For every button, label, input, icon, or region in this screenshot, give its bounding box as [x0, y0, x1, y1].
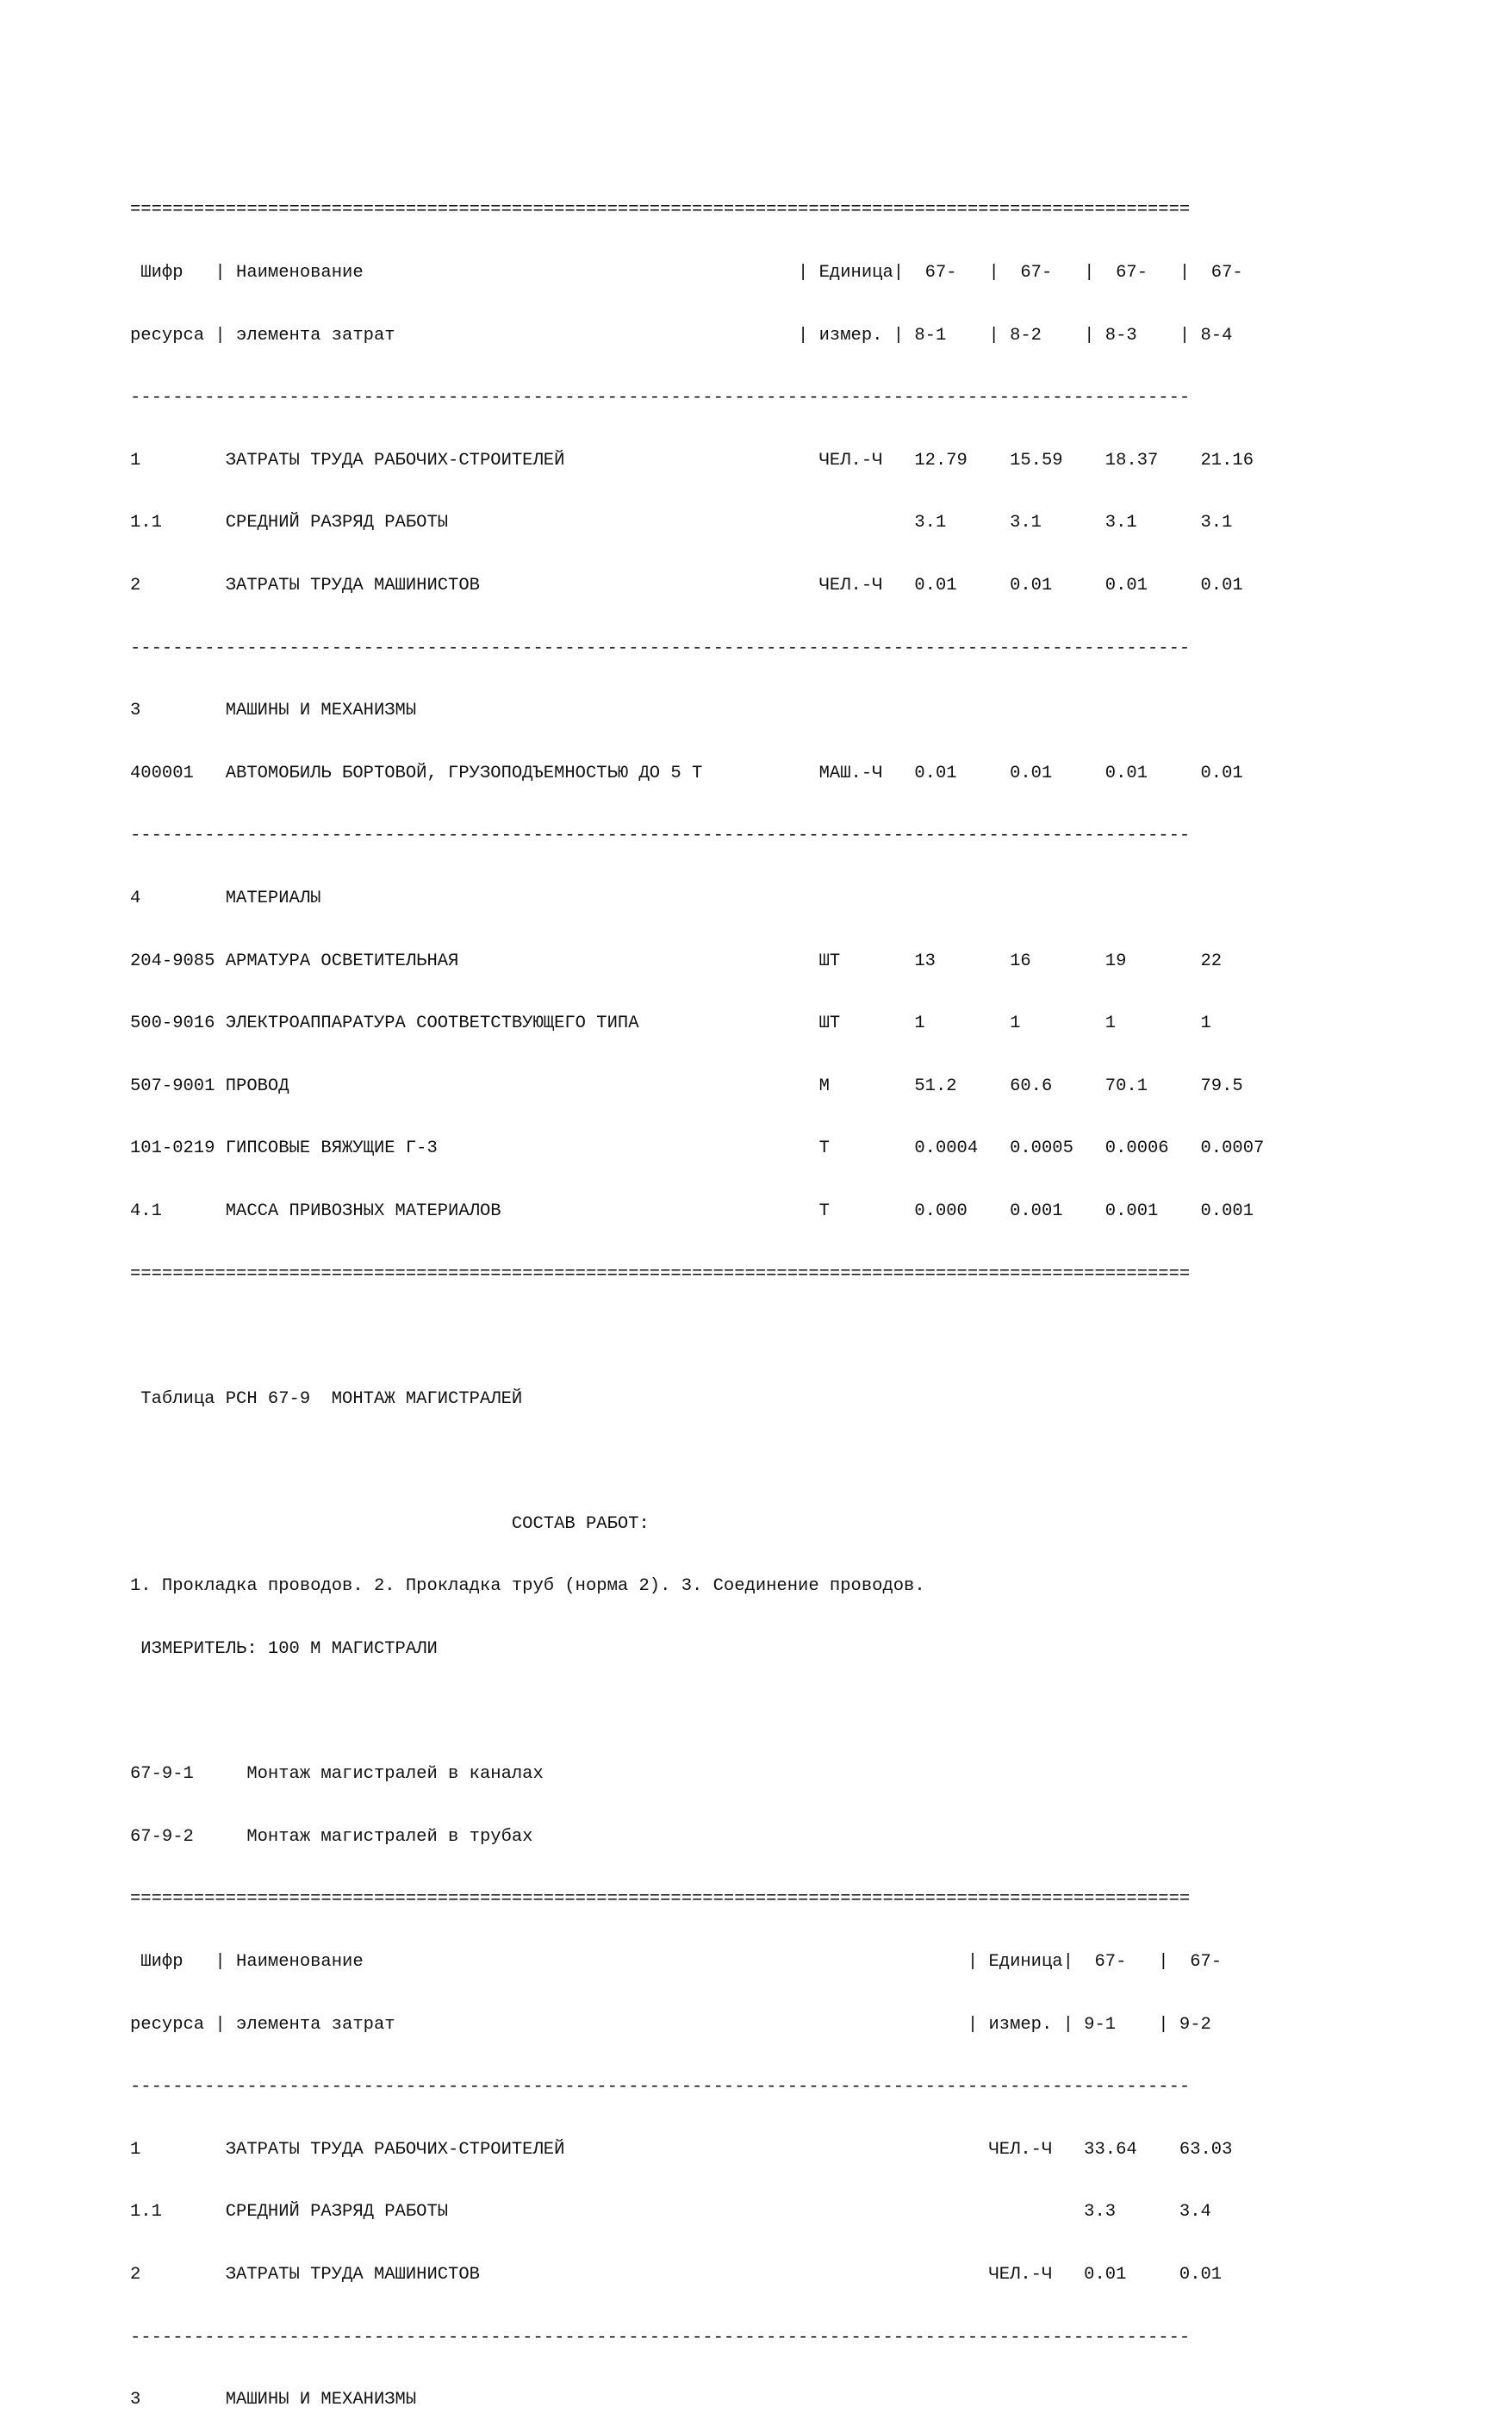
table-row: 4.1 МАССА ПРИВОЗНЫХ МАТЕРИАЛОВ Т 0.000 0.001 0.001 0.001 [130, 1200, 1254, 1221]
blank-line [130, 1451, 1264, 1472]
section-title: Таблица РСН 67-9 МОНТАЖ МАГИСТРАЛЕЙ [130, 1388, 523, 1409]
table-divider-line: ---------------------------------------------------------------------------------------------------- [130, 388, 1191, 408]
table-divider-line: ---------------------------------------------------------------------------------------------------- [130, 826, 1191, 846]
table-row: 4 МАТЕРИАЛЫ [130, 888, 321, 908]
table-header-row: ресурса | элемента затрат | измер. | 8-1 | 8-2 | 8-3 | 8-4 [130, 325, 1233, 346]
table-row: 507-9001 ПРОВОД М 51.2 60.6 70.1 79.5 [130, 1076, 1243, 1096]
table-row: 400001 АВТОМОБИЛЬ БОРТОВОЙ, ГРУЗОПОДЪЕМНОСТЬЮ ДО 5 Т МАШ.-Ч 0.01 0.01 0.01 0.01 [130, 763, 1243, 783]
measure-unit-text: ИЗМЕРИТЕЛЬ: 100 М МАГИСТРАЛИ [130, 1639, 438, 1660]
work-composition-text: 1. Прокладка проводов. 2. Прокладка труб (норма 2). 3. Соединение проводов. [130, 1576, 925, 1597]
norm-item: 67-9-2 Монтаж магистралей в трубах [130, 1826, 533, 1847]
table-header-row: Шифр | Наименование | Единица| 67- | 67- [130, 1952, 1223, 1973]
document-text [130, 159, 1264, 2432]
work-composition-heading: СОСТАВ РАБОТ: [130, 1513, 650, 1534]
table-row: 1.1 СРЕДНИЙ РАЗРЯД РАБОТЫ 3.1 3.1 3.1 3.1 [130, 513, 1233, 533]
table-row: 3 МАШИНЫ И МЕХАНИЗМЫ [130, 2390, 417, 2410]
table-row: 101-0219 ГИПСОВЫЕ ВЯЖУЩИЕ Г-3 Т 0.0004 0.0005 0.0006 0.0007 [130, 1138, 1265, 1159]
table-row: 2 ЗАТРАТЫ ТРУДА МАШИНИСТОВ ЧЕЛ.-Ч 0.01 0.01 0.01 0.01 [130, 575, 1243, 596]
blank-line [130, 1326, 1264, 1347]
table-border-line: ==================================================================================================== [130, 200, 1191, 221]
table-row: 2 ЗАТРАТЫ ТРУДА МАШИНИСТОВ ЧЕЛ.-Ч 0.01 0.01 [130, 2265, 1223, 2285]
blank-line [130, 1702, 1264, 1723]
table-row: 3 МАШИНЫ И МЕХАНИЗМЫ [130, 701, 417, 721]
table-row: 1 ЗАТРАТЫ ТРУДА РАБОЧИХ-СТРОИТЕЛЕЙ ЧЕЛ.-Ч 33.64 63.03 [130, 2139, 1233, 2160]
table-divider-line: ---------------------------------------------------------------------------------------------------- [130, 2077, 1191, 2098]
table-row: 1.1 СРЕДНИЙ РАЗРЯД РАБОТЫ 3.3 3.4 [130, 2202, 1211, 2223]
table-border-line: ==================================================================================================== [130, 1889, 1191, 1910]
table-border-line: ==================================================================================================== [130, 1263, 1191, 1284]
table-row: 204-9085 АРМАТУРА ОСВЕТИТЕЛЬНАЯ ШТ 13 16 19 22 [130, 951, 1223, 971]
table-divider-line: ---------------------------------------------------------------------------------------------------- [130, 638, 1191, 658]
table-header-row: Шифр | Наименование | Единица| 67- | 67- | 67- | 67- [130, 263, 1243, 283]
norm-item: 67-9-1 Монтаж магистралей в каналах [130, 1764, 544, 1785]
table-divider-line: ---------------------------------------------------------------------------------------------------- [130, 2327, 1191, 2348]
table-header-row: ресурса | элемента затрат | измер. | 9-1 | 9-2 [130, 2014, 1211, 2035]
table-row: 1 ЗАТРАТЫ ТРУДА РАБОЧИХ-СТРОИТЕЛЕЙ ЧЕЛ.-Ч 12.79 15.59 18.37 21.16 [130, 450, 1254, 471]
table-row: 500-9016 ЭЛЕКТРОАППАРАТУРА СООТВЕТСТВУЮЩЕГО ТИПА ШТ 1 1 1 1 [130, 1013, 1211, 1034]
